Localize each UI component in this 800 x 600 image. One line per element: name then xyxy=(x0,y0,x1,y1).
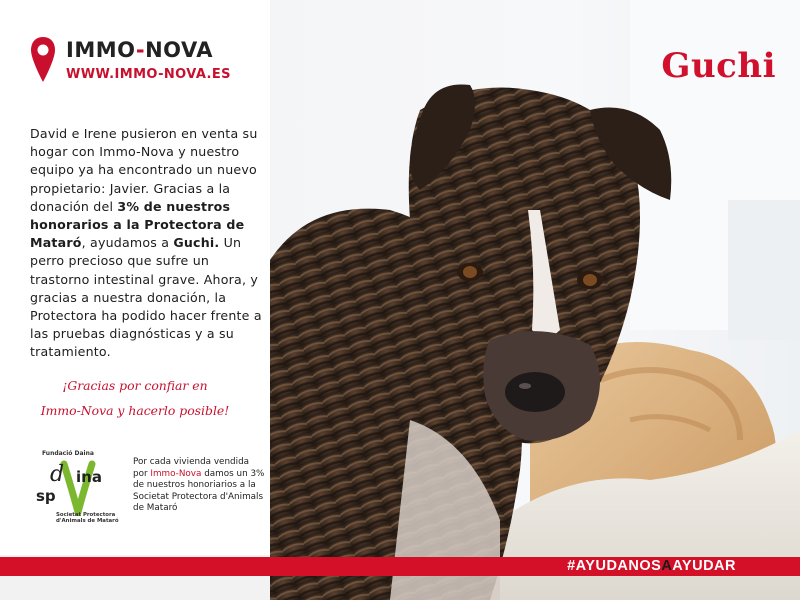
foundation-logo xyxy=(36,450,122,530)
dog-name-title: Guchi xyxy=(661,46,776,86)
story-text: David e Irene pusieron en venta su hogar con Immo-Nova y nuestro equipo ya ha encontrado un nuevo propietario: Javier. Gracias a la donación del 3% de nuestros honorarios a la Protectora de Mataró, ayudamos a Guchi. Un perro precioso que sufre un trastorno intestinal grave. Ahora, y gracias a nuestra donación, la Protectora ha podido hacer frente a las pruebas diagnósticas y a su tratamiento. xyxy=(30,126,262,360)
foundation-logo-sp: sp xyxy=(36,487,56,505)
text-panel xyxy=(0,0,270,555)
donation-note: Por cada vivienda vendida por Immo-Nova damos un 3% de nuestros honoriarios a la Societat Protectora d'Animals de Mataró xyxy=(133,457,265,513)
hashtag-bar xyxy=(0,557,800,576)
brand-name: IMMO-NOVA xyxy=(66,38,214,62)
foundation-logo-subtitle: Societat Protectora d'Animals de Mataró xyxy=(56,512,119,525)
thanks-line-1: ¡Gracias por confiar en xyxy=(62,378,208,393)
thanks-line-2: Immo-Nova y hacerlo posible! xyxy=(40,403,230,418)
dog-photo xyxy=(270,0,800,600)
foundation-logo-ina: ina xyxy=(76,468,102,486)
foundation-logo-d: d xyxy=(50,462,65,487)
location-pin-icon xyxy=(30,36,56,84)
hashtag: #AYUDANOSAAYUDAR xyxy=(567,558,736,574)
dog-illustration xyxy=(270,0,800,600)
brand-url[interactable]: WWW.IMMO-NOVA.ES xyxy=(66,67,231,82)
brand-logo[interactable] xyxy=(30,36,260,88)
foundation-logo-title: Fundació Daina xyxy=(42,450,94,457)
